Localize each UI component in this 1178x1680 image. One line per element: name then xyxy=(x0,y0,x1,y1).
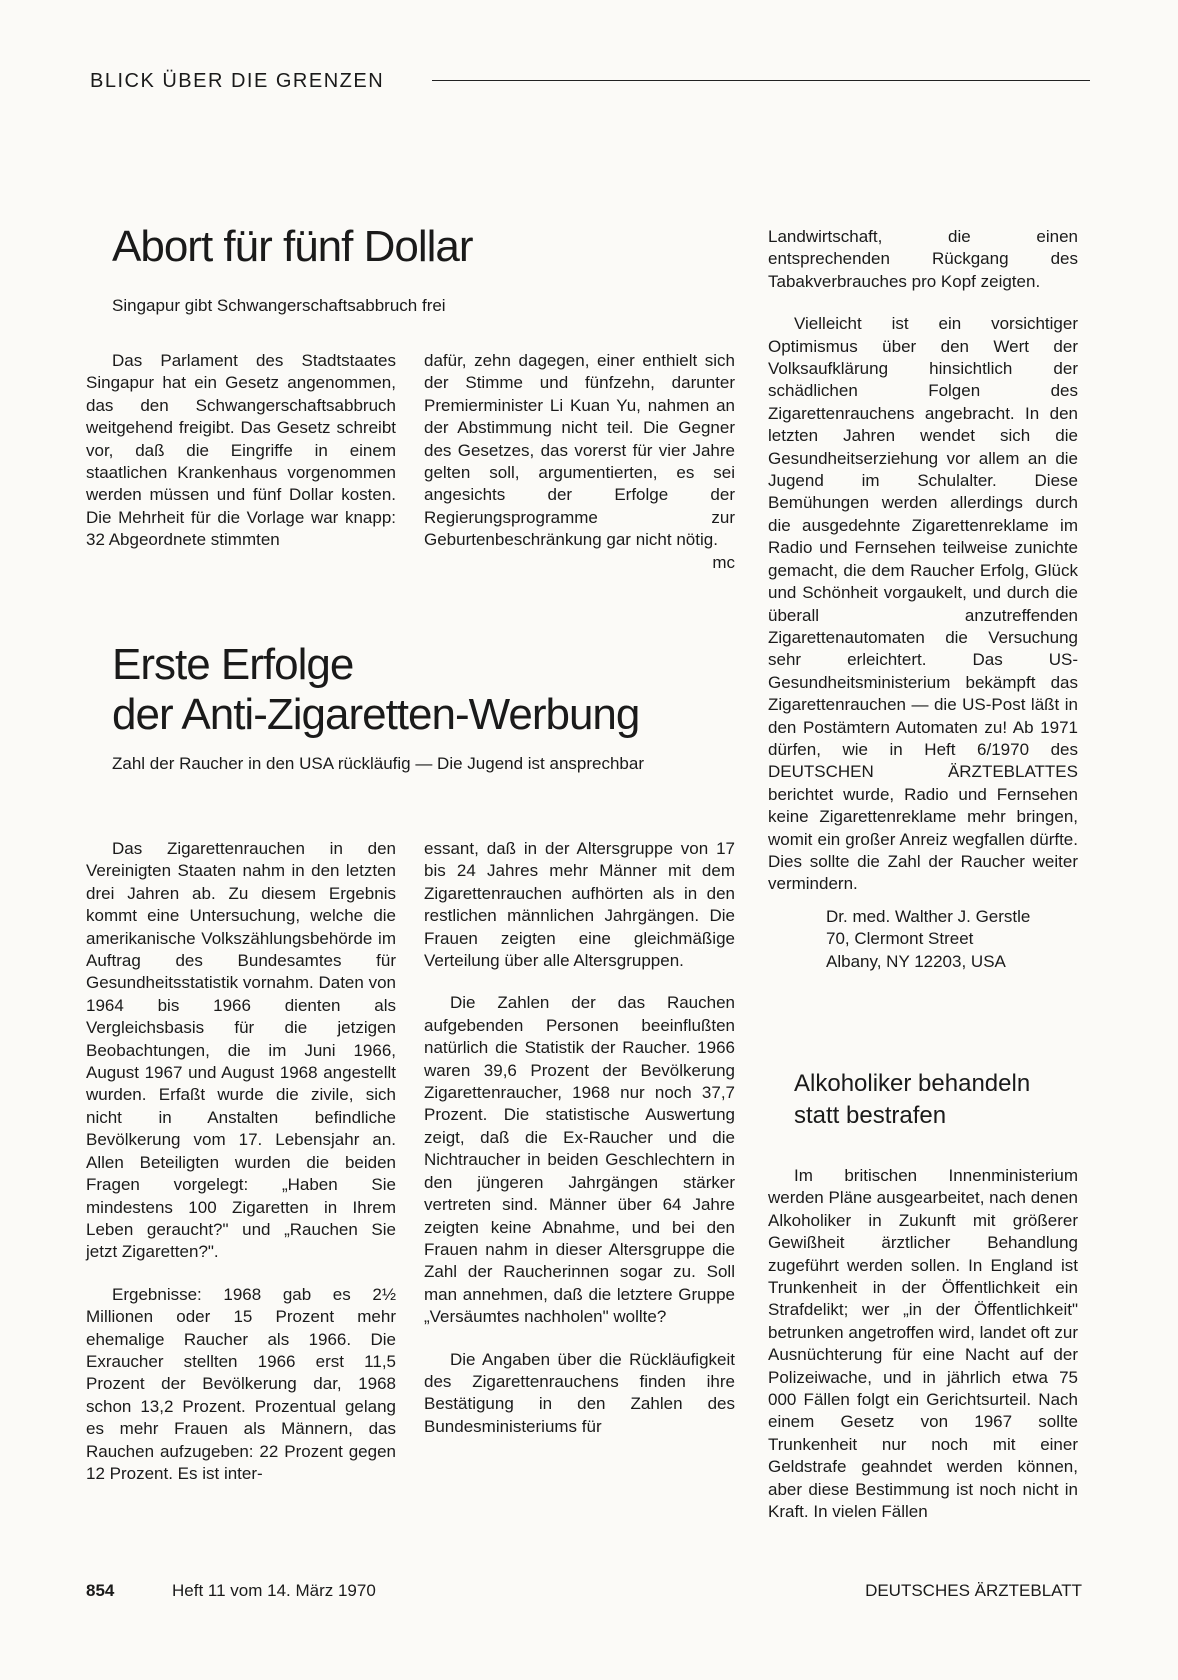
journal-name: DEUTSCHES ÄRZTEBLATT xyxy=(865,1581,1082,1600)
header-rule xyxy=(432,80,1090,81)
article3-title-line2: statt bestrafen xyxy=(794,1102,947,1129)
article2-subtitle: Zahl der Raucher in den USA rückläufig — Die Jugend ist ansprechbar xyxy=(112,754,645,773)
article2-title-line1: Erste Erfolge xyxy=(112,640,354,689)
article2-col1-para1: Das Zigarettenrauchen in den Vereinigten Staaten nahm in den letzten drei Jahren ab. Zu diesem Ergebnis kommt eine Untersuchung, welche die amerikanische Volkszählungsbehörde im Auftrag des Bundesamtes für Gesundheitsstatistik vornahm. Daten von 1964 bis 1966 dienten als Vergleichsbasis für die jetzigen Beobachtungen, die im Juni 1966, August 1967 und August 1968 angestellt wurden. Erfaßt wurde die zivile, sich nicht in Anstalten befindliche Bevölkerung vom 17. Lebensjahr an. Allen Beteiligten wurden die beiden Fragen vorgelegt: „Haben Sie mindestens 100 Zigaretten in Ihrem Leben geraucht?" und „Rauchen Sie jetzt Zigaretten?". xyxy=(86,839,396,1262)
article2-col2-para3: Die Angaben über die Rückläufigkeit des Zigarettenrauchens finden ihre Bestätigung in den Zahlen des Bundesministeriums für xyxy=(424,1349,735,1436)
article2-column-2 xyxy=(424,838,735,1438)
article2-col2-para2: Die Zahlen der das Rauchen aufgebenden Personen beeinflußten natürlich die Statistik der Raucher. 1966 waren 39,6 Prozent der Bevölkerung Zigarettenraucher, 1968 nur noch 37,7 Prozent. Die statistische Auswertung zeigt, daß die Ex-Raucher und die Nichtraucher in beiden Geschlechtern in den jüngeren Jahrgängen stärker vertreten sind. Männer über 64 Jahre zeigten keine Abnahme, und bei den Frauen nahm in dieser Altersgruppe die Zahl der Raucherinnen sogar zu. Soll man annehmen, daß die letztere Gruppe „Versäumtes nachholen" wollte? xyxy=(424,993,735,1327)
article1-author: mc xyxy=(712,552,735,572)
article2-column-3 xyxy=(768,226,1078,896)
article2-col3-para1: Landwirtschaft, die einen entsprechenden Rückgang des Tabakverbrauches pro Kopf zeigten. xyxy=(768,227,1078,291)
article1-col1-text: Das Parlament des Stadtstaates Singapur hat ein Gesetz angenommen, das den Schwangerschaftsabbruch weitgehend freigibt. Das Gesetz schreibt vor, daß die Eingriffe in einem staatlichen Krankenhaus vorgenommen werden müssen und fünf Dollar kosten. Die Mehrheit für die Vorlage war knapp: 32 Abgeordnete stimmten xyxy=(86,351,396,550)
author-address xyxy=(826,906,1030,973)
article2-col1-para2: Ergebnisse: 1968 gab es 2½ Millionen oder 15 Prozent mehr ehemalige Raucher als 1966. Die Exraucher stellten 1966 erst 11,5 Prozent der Bevölkerung dar, 1968 schon 13,2 Prozent. Prozentual gelang es mehr Frauen als Männern, das Rauchen aufzugeben: 22 Prozent gegen 12 Prozent. Es ist inter- xyxy=(86,1284,396,1483)
article1-column-2 xyxy=(424,350,735,574)
article3-body: Im britischen Innenministerium werden Pläne ausgearbeitet, nach denen Alkoholiker in Zukunft mit größerer Gewißheit ärztlicher Behandlung zugeführt werden sollen. In England ist Trunkenheit in der Öffentlichkeit ein Strafdelikt; wer „in der Öffentlichkeit" betrunken angetroffen wird, landet oft zur Ausnüchterung für eine Nacht auf der Polizeiwache, und in jährlich etwa 75 000 Fällen folgt ein Gerichtsurteil. Nach einem Gesetz von 1967 sollte Trunkenheit nur noch mit einer Geldstrafe geahndet werden können, aber diese Bestimmung ist noch nicht in Kraft. In vielen Fällen xyxy=(768,1166,1079,1522)
author-city: Albany, NY 12203, USA xyxy=(826,951,1006,971)
article2-title-line2: der Anti-Zigaretten-Werbung xyxy=(112,690,640,739)
article2-col3-para2: Vielleicht ist ein vorsichtiger Optimismus über den Wert der Volksaufklärung hinsichtlich der schädlichen Folgen des Zigarettenrauchens angebracht. In den letzten Jahren wendet sich die Gesundheitserziehung vor allem an die Jugend im Schulalter. Diese Bemühungen werden allerdings durch die ausgedehnte Zigarettenreklame im Radio und Fernsehen teilweise zunichte gemacht, die dem Raucher Erfolg, Glück und Schönheit vorgaukelt, und durch die überall anzutreffenden Zigarettenautomaten die Versuchung sehr erleichtert. Das US-Gesundheitsministerium bekämpft das Zigarettenrauchen — die US-Post läßt in den Postämtern Automaten zu! Ab 1971 dürfen, wie in Heft 6/1970 des DEUTSCHEN ÄRZTEBLATTES berichtet wurde, Radio und Fernsehen keine Zigarettenreklame mehr bringen, womit ein großer Anreiz wegfallen dürfte. Dies sollte die Zahl der Raucher weiter vermindern. xyxy=(768,314,1078,894)
author-street: 70, Clermont Street xyxy=(826,929,974,949)
page-number: 854 xyxy=(86,1581,115,1600)
article1-title: Abort für fünf Dollar xyxy=(112,222,473,271)
article3-column xyxy=(768,1165,1078,1524)
article1-column-1 xyxy=(86,350,396,552)
article1-subtitle: Singapur gibt Schwangerschaftsabbruch frei xyxy=(112,296,446,315)
issue-info: Heft 11 vom 14. März 1970 xyxy=(172,1581,376,1600)
article3-title-line1: Alkoholiker behandeln xyxy=(794,1070,1031,1097)
article2-column-1 xyxy=(86,838,396,1485)
article2-col2-para1: essant, daß in der Altersgruppe von 17 bis 24 Jahres mehr Männer mit dem Zigarettenrauchen aufhörten als in den restlichen männlichen Jahrgängen. Die Frauen zeigten eine gleichmäßige Verteilung über alle Altersgruppen. xyxy=(424,839,735,971)
article1-col2-text: dafür, zehn dagegen, einer enthielt sich der Stimme und fünfzehn, darunter Premierminister Li Kuan Yu, nahmen an der Abstimmung nicht teil. Die Gegner des Gesetzes, das vorerst für vier Jahre gelten soll, argumentierten, es sei angesichts der Erfolge der Regierungsprogramme zur Geburtenbeschränkung gar nicht nötig. xyxy=(424,351,735,550)
author-name: Dr. med. Walther J. Gerstle xyxy=(826,907,1031,926)
section-kicker: BLICK ÜBER DIE GRENZEN xyxy=(90,70,385,92)
